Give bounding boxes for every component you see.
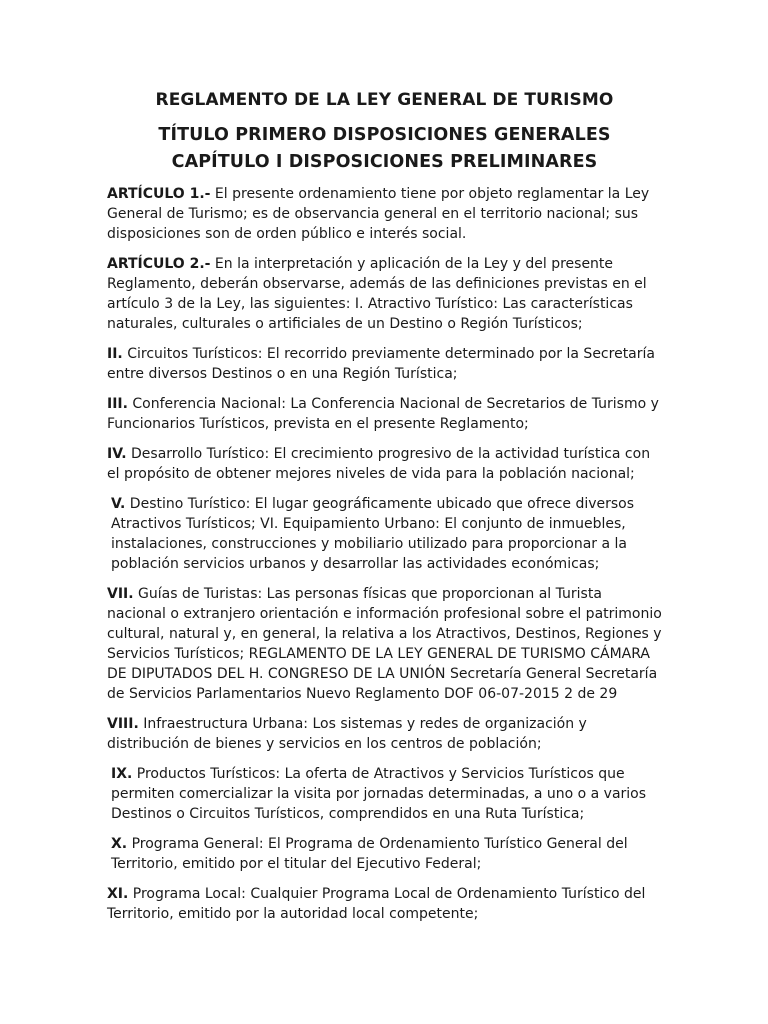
- fraction-vii-paragraph: [107, 584, 662, 704]
- paragraph-label: X.: [111, 836, 128, 852]
- fraction-v-paragraph: [107, 494, 662, 574]
- fraction-viii-paragraph: [107, 714, 662, 754]
- paragraph-text: Productos Turísticos: La oferta de Atractivos y Servicios Turísticos que permiten comercializar la visita por jornadas determinadas, a uno o a varios Destinos o Circuitos Turísticos, comprendidos en una Ruta Turística;: [111, 766, 647, 822]
- article-1-paragraph: [107, 184, 662, 244]
- paragraph-label: ARTÍCULO 2.-: [107, 256, 211, 272]
- paragraph-label: VII.: [107, 586, 134, 602]
- paragraph-label: VIII.: [107, 716, 139, 732]
- paragraph-text: Guías de Turistas: Las personas físicas que proporcionan al Turista nacional o extranjero orientación e información profesional sobre el patrimonio cultural, natural y, en general, la relativa a los Atractivos, Destinos, Regiones y Servicios Turísticos; REGLAMENTO DE LA LEY GENERAL DE TURISMO CÁMARA DE DIPUTADOS DEL H. CONGRESO DE LA UNIÓN Secretaría General Secretaría de Servicios Parlamentarios Nuevo Reglamento DOF 06-07-2015 2 de 29: [107, 586, 662, 702]
- document-title: REGLAMENTO DE LA LEY GENERAL DE TURISMO: [155, 90, 614, 110]
- paragraph-label: V.: [111, 496, 126, 512]
- fraction-ii-paragraph: [107, 344, 662, 384]
- paragraph-label: IV.: [107, 446, 127, 462]
- paragraph-label: III.: [107, 396, 128, 412]
- paragraph-label: ARTÍCULO 1.-: [107, 186, 211, 202]
- paragraph-text: Desarrollo Turístico: El crecimiento progresivo de la actividad turística con el propósito de obtener mejores niveles de vida para la población nacional;: [107, 446, 651, 482]
- fraction-ix-paragraph: [107, 764, 662, 824]
- fraction-iv-paragraph: [107, 444, 662, 484]
- paragraph-text: Destino Turístico: El lugar geográficamente ubicado que ofrece diversos Atractivos Turísticos; VI. Equipamiento Urbano: El conjunto de inmuebles, instalaciones, construcciones y mobiliario utilizado para proporcionar a la población servicios urbanos y desarrollar las actividades económicas;: [111, 496, 635, 572]
- paragraph-label: IX.: [111, 766, 133, 782]
- fraction-xi-paragraph: [107, 884, 662, 924]
- fraction-iii-paragraph: [107, 394, 662, 434]
- paragraph-label: II.: [107, 346, 123, 362]
- fraction-x-paragraph: [107, 834, 662, 874]
- paragraph-text: Programa General: El Programa de Ordenamiento Turístico General del Territorio, emitido por el titular del Ejecutivo Federal;: [111, 836, 628, 872]
- paragraph-label: XI.: [107, 886, 129, 902]
- paragraph-text: Infraestructura Urbana: Los sistemas y redes de organización y distribución de bienes y servicios en los centros de población;: [107, 716, 587, 752]
- document-subtitle: TÍTULO PRIMERO DISPOSICIONES GENERALES CAPÍTULO I DISPOSICIONES PRELIMINARES: [158, 125, 611, 172]
- paragraph-text: En la interpretación y aplicación de la Ley y del presente Reglamento, deberán observarse, además de las definiciones previstas en el artículo 3 de la Ley, las siguientes: I. Atractivo Turístico: Las características naturales, culturales o artificiales de un Destino o Región Turísticos;: [107, 256, 647, 332]
- paragraph-text: Circuitos Turísticos: El recorrido previamente determinado por la Secretaría entre diversos Destinos o en una Región Turística;: [107, 346, 655, 382]
- paragraph-text: Programa Local: Cualquier Programa Local de Ordenamiento Turístico del Territorio, emitido por la autoridad local competente;: [107, 886, 646, 922]
- paragraph-text: El presente ordenamiento tiene por objeto reglamentar la Ley General de Turismo; es de observancia general en el territorio nacional; sus disposiciones son de orden público e interés social.: [107, 186, 650, 242]
- paragraph-text: Conferencia Nacional: La Conferencia Nacional de Secretarios de Turismo y Funcionarios Turísticos, prevista en el presente Reglamento;: [107, 396, 659, 432]
- article-2-paragraph: [107, 254, 662, 334]
